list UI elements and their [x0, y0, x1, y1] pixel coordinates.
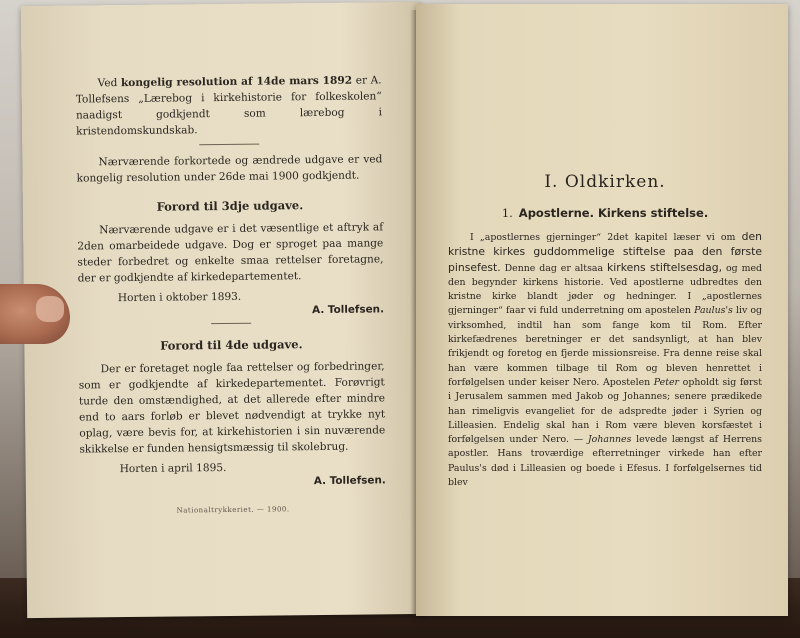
forord3-heading: Forord til 3dje udgave.: [156, 198, 304, 214]
body-text: og med den begynder kirkens historie. Ved apostlerne udbredtes den kristne kirke blandt jøder og hedninger. I „apostlernes gjerninger“ faar vi fuld underretning om apostelen: [448, 262, 763, 317]
resolution-text-post: er A. Tollefsens „Lærebog i kirkehistorie for folkeskolen“ naadigst godkjendt som lærebog i kristendomskundskab.: [75, 74, 383, 138]
approval-paragraph: Nærværende forkortede og ændrede udgave er ved kongelig resolution under 26de mai 1900 godkjendt.: [76, 153, 383, 185]
divider: [211, 323, 251, 324]
body-emphasis: den kristne kirkes guddommelige stiftelse paa den første pinsefest.: [448, 230, 763, 274]
forord3-signature: A. Tollefsen.: [312, 303, 385, 317]
section-number: 1.: [501, 206, 513, 220]
body-italic: Paulus's: [694, 305, 733, 317]
resolution-paragraph: [76, 72, 383, 139]
printer-imprint: Nationaltrykkeriet. — 1900.: [176, 505, 290, 515]
forord3-signature-row: [78, 289, 384, 304]
body-italic: Peter: [653, 376, 680, 388]
forord4-heading: Forord til 4de udgave.: [160, 337, 303, 353]
forord4-signature: A. Tollefsen.: [313, 474, 386, 488]
forord4-body: Der er foretaget nogle faa rettelser og forbedringer, som er godkjendte af kirkedepartementet. Forøvrigt turde den omstændighed, at det allerede efter mindre end to aars forløb er blevet nødvendigt at trykke nyt oplag, være bevis for, at kirkehistorien i sin nuværende skikkelse er funden hensigtsmæssig til skolebrug.: [78, 360, 386, 456]
forord3-place-date: Horten i oktober 1893.: [117, 290, 242, 305]
body-text: Denne dag er altsaa: [504, 262, 604, 274]
resolution-date: kongelig resolution af 14de mars 1892: [120, 74, 353, 90]
chapter-body: [448, 230, 762, 490]
body-text: opholdt sig først i Jerusalem sammen med Jakob og Johannes; senere prædikede han rimeligvis evangeliet for de adspredte jøder i Syrien og Lilleasien. Endelig skal han i Rom være bleven korsfæstet i forfølgelsen under Nero. —: [448, 376, 763, 446]
body-text: I „apostlernes gjerninger“ 2det kapitel læser vi om: [470, 232, 736, 243]
forord3-signature-line: [78, 303, 384, 318]
body-text: liv og virksomhed, indtil han som fange kom til Rom. Efter kirkefædrenes beretninger er det sandsynligt, at han blev frikjendt og foretog en fjerde missionsreise. Fra denne reise skal han være kommen tilbage til Rom og bleven henrettet i forfølgelsen under keiser Nero. Apostelen: [448, 305, 763, 388]
forord4-signature-line: [80, 474, 386, 489]
body-italic: Johannes: [587, 434, 632, 446]
forord4-place-date: Horten i april 1895.: [119, 461, 227, 476]
body-text: levede længst af Herrens apostler. Hans troværdige efterretninger virkede han efter Paulus's død i Lilleasien og boede i Efesus. I forfølgelsernes tid blev: [448, 434, 762, 489]
right-page: [416, 4, 788, 616]
divider: [199, 144, 259, 146]
thumbnail: [36, 296, 64, 322]
resolution-text-pre: Ved: [97, 77, 118, 90]
forord4-signature-row: [80, 460, 386, 475]
section-title: Apostlerne. Kirkens stiftelse.: [518, 206, 709, 220]
body-emphasis: kirkens stiftelsesdag,: [607, 260, 723, 274]
forord3-body: Nærværende udgave er i det væsentlige et aftryk af 2den omarbeidede udgave. Dog er sproget paa mange steder forbedret og enkelte smaa rettelser foretagne, der er godkjendte af kirkedepartementet.: [77, 221, 384, 285]
section-heading: [448, 206, 762, 220]
left-page: [21, 2, 427, 618]
chapter-title: I. Oldkirken.: [544, 172, 666, 192]
open-book: [18, 4, 790, 622]
